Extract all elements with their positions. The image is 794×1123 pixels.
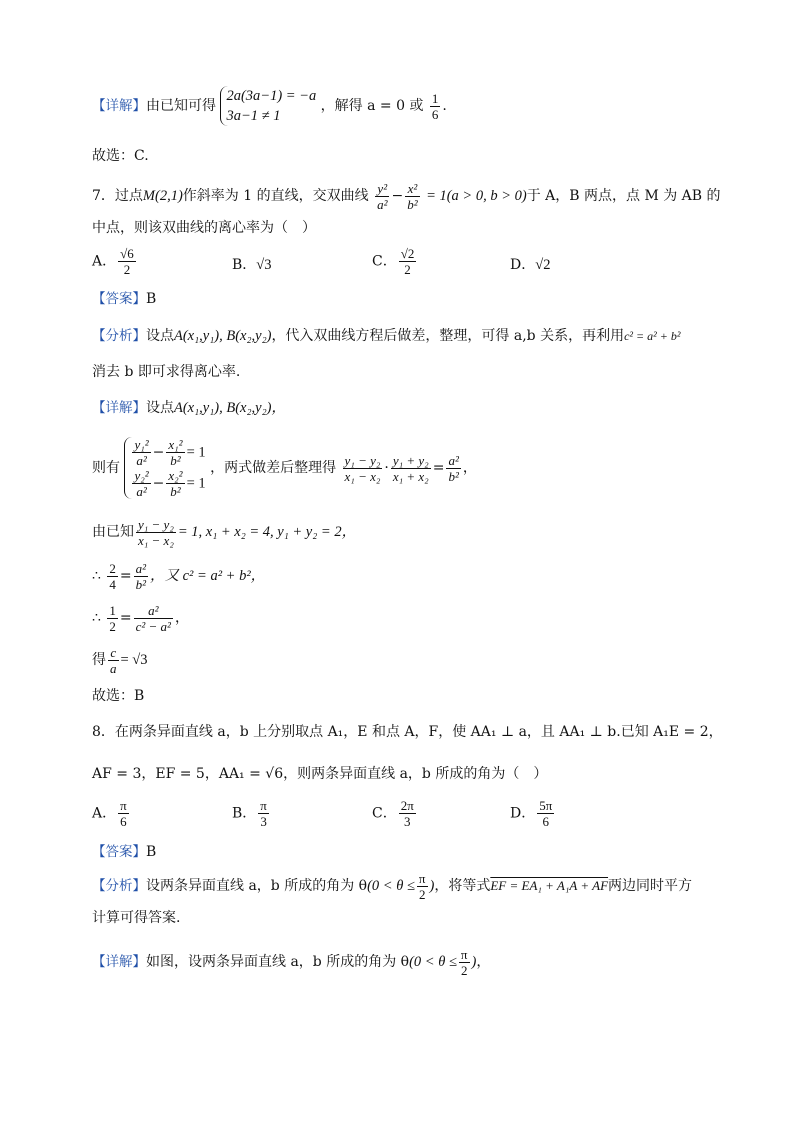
detail-7-known: 由已知 $\frac{\text{y₁ − y₂}}{\text{x₁ − x₂}}$ = 1, x₁ + x₂ = 4, y₁ + y₂ = 2，	[92, 516, 357, 548]
analysis-7-line-2: 消去 b 即可求得离心率.	[92, 364, 241, 380]
detail-7-result: 得 $\frac{c}{a}$ = √3	[92, 644, 148, 676]
option-d: D．√2	[510, 257, 551, 273]
question-7-line-2: 中点，则该双曲线的离心率为（ ）	[92, 220, 316, 236]
detail-7-system: 则有 $\frac{\text{y₁²}}{\text{a²}}$ − $\frac{\text{x₁²}}{\text{b²}}$ = 1 $\frac{\text{y₂²}}{\text{a²}}$ − $\frac{\text{x₂²}}{\text{b²}}$ = 1 ，两式做差后整理得 $\frac{\text{y₁ − y₂}}{\text{x₁ − x₂}}$ · $\frac{\text{y₁ + y₂}}{\text{x₁ + x₂}}$ = $\frac{\text{a²}}{\text{b²}}$ ，	[92, 437, 477, 499]
q8-option-b: B． $\frac{\pi}{3}$	[232, 798, 267, 829]
answer-8: 【答案】B	[92, 844, 157, 860]
question-7-line-1: 7．过点M(2,1)作斜率为 1 的直线，交双曲线 $\frac{\text{y²}}{\text{a²}}$ − $\frac{\text{x²}}{\text{b²}}$ = 1(a > 0, b > 0)于 A，B 两点，点 M 为 AB 的	[92, 180, 721, 212]
detail-7-choose: 故选：B	[92, 688, 145, 704]
analysis-7-line-1: 【分析】设点A(x₁,y₁), B(x₂,y₂)，代入双曲线方程后做差，整理，可得 a,b 关系，再利用c² = a² + b²	[92, 328, 681, 344]
detail-line-1: 【详解】由已知可得 2a(3a−1) = −a 3a−1 ≠ 1 ，解得 a = 0 或 $\frac{1}{6}$ .	[92, 88, 447, 124]
option-b: B．√3	[232, 257, 272, 273]
q8-option-a: A． $\frac{\pi}{6}$	[92, 798, 127, 829]
q8-option-d: D． $\frac{5\pi}{6}$	[510, 798, 553, 829]
question-8-line-1: 8．在两条异面直线 a，b 上分别取点 A₁，E 和点 A，F，使 AA₁ ⊥ a，且 AA₁ ⊥ b.已知 A₁E = 2，	[92, 724, 723, 740]
choice-line: 故选：C.	[92, 148, 149, 164]
answer-7: 【答案】B	[92, 291, 157, 307]
equation-system: 2a(3a−1) = −a 3a−1 ≠ 1	[220, 86, 316, 126]
q8-option-c: C． $\frac{2\pi}{3}$	[372, 798, 414, 829]
detail-7-step-2: ∴ $\frac{1}{2}$ = $\frac{\text{a²}}{\text{c² − a²}}$ ，	[92, 602, 189, 634]
analysis-8-line-2: 计算可得答案.	[92, 910, 181, 926]
analysis-8-line-1: 【分析】设两条异面直线 a，b 所成的角为 θ(0 < θ ≤ $\frac{\pi}{2}$ )，将等式EF = EA₁ + A₁A + AF两边同时平方	[92, 870, 693, 902]
option-c: C． $\frac{√2}{2}$	[372, 246, 415, 277]
detail-7-step-1: ∴ $\frac{2}{4}$ = $\frac{\text{a²}}{\text{b²}}$ ，又 c² = a² + b²，	[92, 560, 266, 592]
detail-8-line-1: 【详解】如图，设两条异面直线 a，b 所成的角为 θ(0 < θ ≤ $\frac{\pi}{2}$ )，	[92, 946, 491, 978]
detail-7-line-1: 【详解】设点A(x₁,y₁), B(x₂,y₂)，	[92, 400, 286, 416]
question-8-line-2: AF = 3，EF = 5，AA₁ = √6，则两条异面直线 a，b 所成的角为（ ）	[92, 766, 548, 782]
fraction: $\frac{1}{6}$	[431, 90, 439, 122]
option-a: A． $\frac{√6}{2}$	[92, 246, 134, 277]
detail-tag: 【详解】	[92, 98, 146, 114]
